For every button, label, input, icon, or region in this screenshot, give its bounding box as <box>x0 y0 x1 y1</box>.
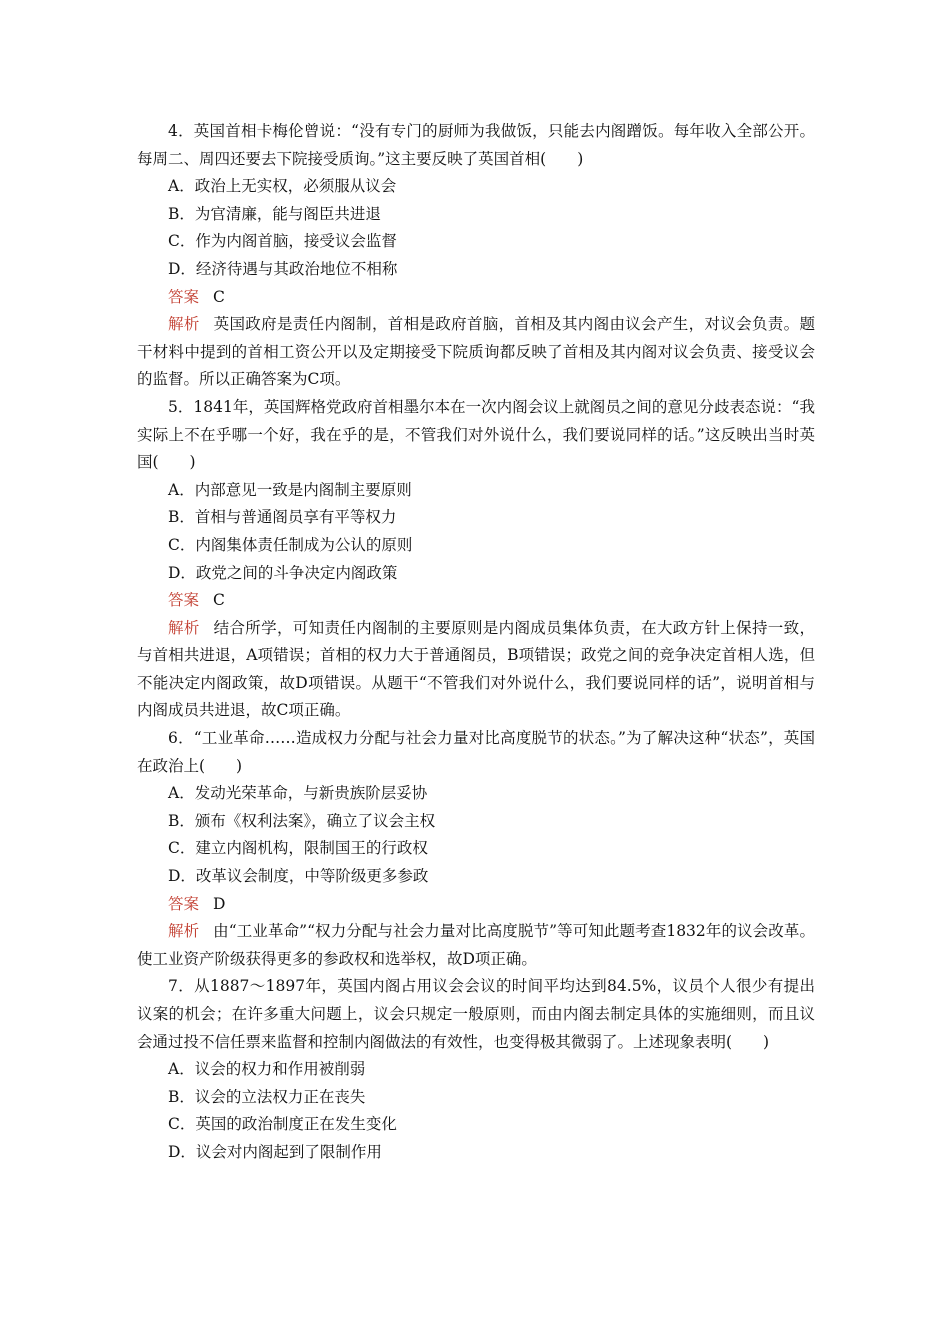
option-b: B．首相与普通阁员享有平等权力 <box>168 508 397 527</box>
document-page <box>137 118 815 1167</box>
answer-label: 答案 <box>168 894 200 913</box>
option-d: D．议会对内阁起到了限制作用 <box>168 1142 382 1161</box>
explanation-label: 解析 <box>168 922 200 941</box>
option-a: A．发动光荣革命，与新贵族阶层妥协 <box>168 784 428 803</box>
option-a: A．内部意见一致是内阁制主要原则 <box>168 480 412 499</box>
option-d: D．政党之间的斗争决定内阁政策 <box>168 563 398 582</box>
answer-value: C <box>212 287 225 306</box>
answer-label: 答案 <box>168 591 200 610</box>
option-b: B．颁布《权利法案》，确立了议会主权 <box>168 811 436 830</box>
explanation-label: 解析 <box>168 315 200 334</box>
explanation-text: 由“工业革命”“权力分配与社会力量对比高度脱节”等可知此题考查1832年的议会改革。使工业资产阶级获得更多的参政权和选举权，故D项正确。 <box>137 922 815 968</box>
explanation-line <box>137 918 815 973</box>
question-5 <box>137 394 815 725</box>
option-a: A．政治上无实权，必须服从议会 <box>168 177 397 196</box>
option-b: B．议会的立法权力正在丧失 <box>168 1087 366 1106</box>
option-d: D．经济待遇与其政治地位不相称 <box>168 259 398 278</box>
question-stem: 7．从1887～1897年，英国内阁占用议会会议的时间平均达到84.5%，议员个人很少有提出议案的机会；在许多重大问题上，议会只规定一般原则，而由内阁去制定具体的实施细则，而且议会通过投不信任票来监督和控制内阁做法的有效性，也变得极其微弱了。上述现象表明( ) <box>137 977 815 1051</box>
answer-line <box>137 891 815 919</box>
question-6 <box>137 725 815 973</box>
question-stem: 5．1841年，英国辉格党政府首相墨尔本在一次内阁会议上就阁员之间的意见分歧表态说：“我实际上不在乎哪一个好，我在乎的是，不管我们对外说什么，我们要说同样的话。”这反映出当时英国( ) <box>137 397 815 472</box>
option-c: C．建立内阁机构，限制国王的行政权 <box>168 839 428 858</box>
answer-line <box>137 587 815 615</box>
answer-value: D <box>212 894 226 913</box>
option-b: B．为官清廉，能与阁臣共进退 <box>168 204 381 223</box>
explanation-text: 结合所学，可知责任内阁制的主要原则是内阁成员集体负责，在大政方针上保持一致，与首相共进退，A项错误；首相的权力大于普通阁员，B项错误；政党之间的竞争决定首相人选，但不能决定内阁政策，故D项错误。从题干“不管我们对外说什么，我们要说同样的话”，说明首相与内阁成员共进退，故C项正确。 <box>137 618 815 720</box>
option-c: C．英国的政治制度正在发生变化 <box>168 1115 397 1134</box>
answer-line <box>137 284 815 312</box>
question-stem: 4．英国首相卡梅伦曾说：“没有专门的厨师为我做饭，只能去内阁蹭饭。每年收入全部公开。每周二、周四还要去下院接受质询。”这主要反映了英国首相( ) <box>137 122 815 168</box>
explanation-text: 英国政府是责任内阁制，首相是政府首脑，首相及其内阁由议会产生，对议会负责。题干材料中提到的首相工资公开以及定期接受下院质询都反映了首相及其内阁对议会负责、接受议会的监督。所以正确答案为C项。 <box>137 315 815 389</box>
answer-value: C <box>212 591 225 610</box>
answer-label: 答案 <box>168 287 200 306</box>
option-c: C．作为内阁首脑，接受议会监督 <box>168 232 397 251</box>
option-d: D．改革议会制度，中等阶级更多参政 <box>168 867 429 886</box>
explanation-line <box>137 615 815 725</box>
explanation-label: 解析 <box>168 618 200 637</box>
option-c: C．内阁集体责任制成为公认的原则 <box>168 535 413 554</box>
question-7 <box>137 973 815 1166</box>
question-4 <box>137 118 815 394</box>
option-a: A．议会的权力和作用被削弱 <box>168 1060 366 1079</box>
explanation-line <box>137 311 815 394</box>
question-stem: 6．“工业革命……造成权力分配与社会力量对比高度脱节的状态。”为了解决这种“状态”，英国在政治上( ) <box>137 729 815 775</box>
